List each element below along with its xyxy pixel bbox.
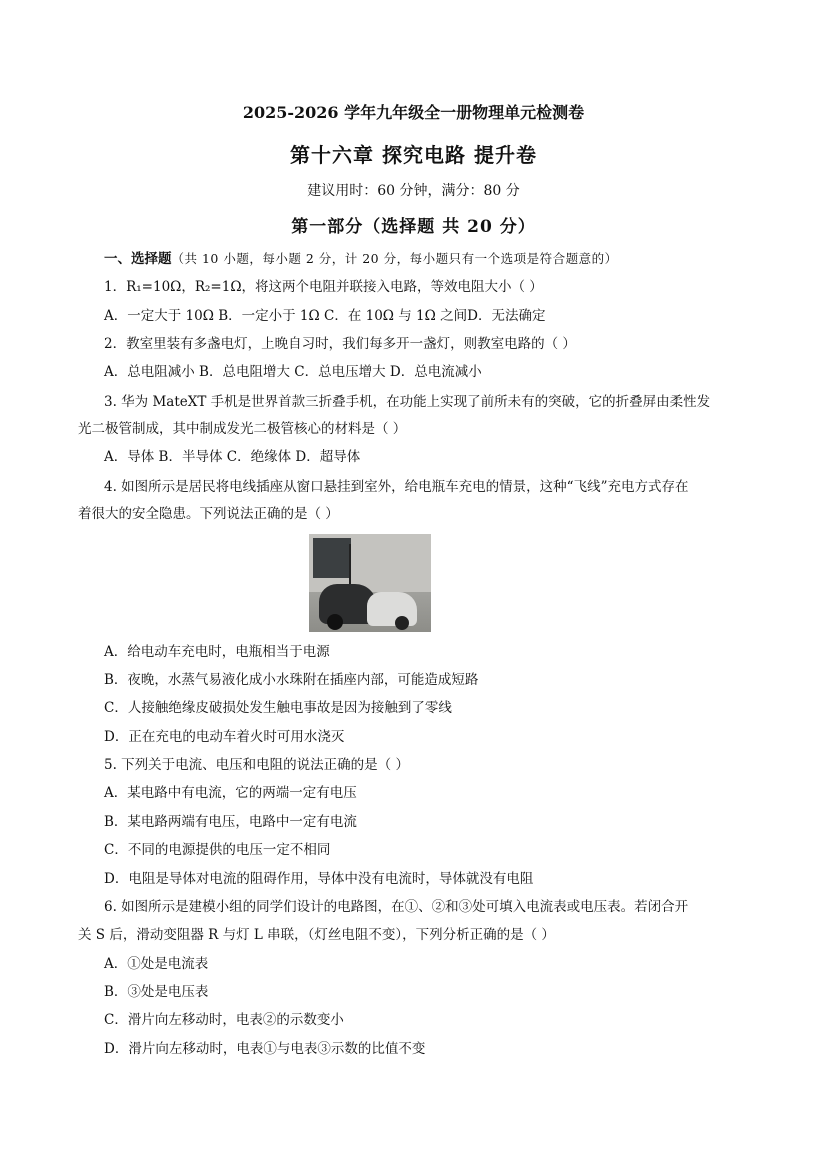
section-heading: 一、选择题 — [104, 251, 172, 267]
time-score-info: 建议用时：60 分钟，满分：80 分 — [307, 183, 520, 199]
part-title: 第一部分（选择题 共 20 分） — [291, 217, 536, 237]
question-5-option-d: D．电阻是导体对电流的阻碍作用，导体中没有电流时，导体就没有电阻 — [104, 871, 534, 887]
scooter-charging-photo — [309, 534, 431, 632]
question-1-options: A．一定大于 10Ω B．一定小于 1Ω C．在 10Ω 与 1Ω 之间D．无法确定 — [104, 308, 546, 324]
question-4-option-c: C．人接触绝缘皮破损处发生触电事故是因为接触到了零线 — [104, 700, 452, 716]
question-4-option-b: B．夜晚，水蒸气易液化成小水珠附在插座内部，可能造成短路 — [104, 672, 479, 688]
question-3-options: A．导体 B．半导体 C．绝缘体 D．超导体 — [104, 449, 361, 465]
question-5-option-b: B．某电路两端有电压，电路中一定有电流 — [104, 814, 357, 830]
chapter-title: 第十六章 探究电路 提升卷 — [290, 143, 537, 167]
question-5-stem: 5. 下列关于电流、电压和电阻的说法正确的是（ ） — [104, 757, 409, 773]
question-3-stem-line-2: 光二极管制成，其中制成发光二极管核心的材料是（ ） — [78, 421, 407, 437]
question-3-stem-line-1: 3. 华为 MateXT 手机是世界首款三折叠手机，在功能上实现了前所未有的突破，它的折叠屏由柔性发 — [104, 394, 711, 410]
question-1-stem: 1．R₁=10Ω，R₂=1Ω，将这两个电阻并联接入电路，等效电阻大小（ ） — [104, 279, 543, 295]
question-4-stem-line-1: 4. 如图所示是居民将电线插座从窗口悬挂到室外，给电瓶车充电的情景，这种“飞线”充电方式存在 — [104, 479, 689, 495]
question-2-stem: 2．教室里装有多盏电灯，上晚自习时，我们每多开一盏灯，则教室电路的（ ） — [104, 336, 576, 352]
question-6-stem-line-1: 6. 如图所示是建模小组的同学们设计的电路图，在①、②和③处可填入电流表或电压表。若闭合开 — [104, 899, 689, 915]
question-6-option-c: C．滑片向左移动时，电表②的示数变小 — [104, 1012, 344, 1028]
question-6-option-d: D．滑片向左移动时，电表①与电表③示数的比值不变 — [104, 1041, 426, 1057]
question-2-options: A．总电阻减小 B．总电阻增大 C．总电压增大 D．总电流减小 — [104, 364, 482, 380]
exam-title: 2025-2026 学年九年级全一册物理单元检测卷 — [242, 103, 585, 122]
question-4-stem-line-2: 着很大的安全隐患。下列说法正确的是（ ） — [78, 506, 339, 522]
question-4-option-a: A．给电动车充电时，电瓶相当于电源 — [104, 644, 330, 660]
question-6-option-b: B．③处是电压表 — [104, 984, 209, 1000]
question-5-option-a: A．某电路中有电流，它的两端一定有电压 — [104, 785, 357, 801]
question-6-stem-line-2: 关 S 后，滑动变阻器 R 与灯 L 串联，（灯丝电阻不变），下列分析正确的是（ ） — [78, 927, 555, 943]
question-4-option-d: D．正在充电的电动车着火时可用水浇灭 — [104, 729, 345, 745]
question-5-option-c: C．不同的电源提供的电压一定不相同 — [104, 842, 331, 858]
section-heading-line — [104, 249, 618, 269]
question-6-option-a: A．①处是电流表 — [104, 956, 209, 972]
section-note: （共 10 小题，每小题 2 分，计 20 分，每小题只有一个选项是符合题意的） — [171, 251, 618, 266]
